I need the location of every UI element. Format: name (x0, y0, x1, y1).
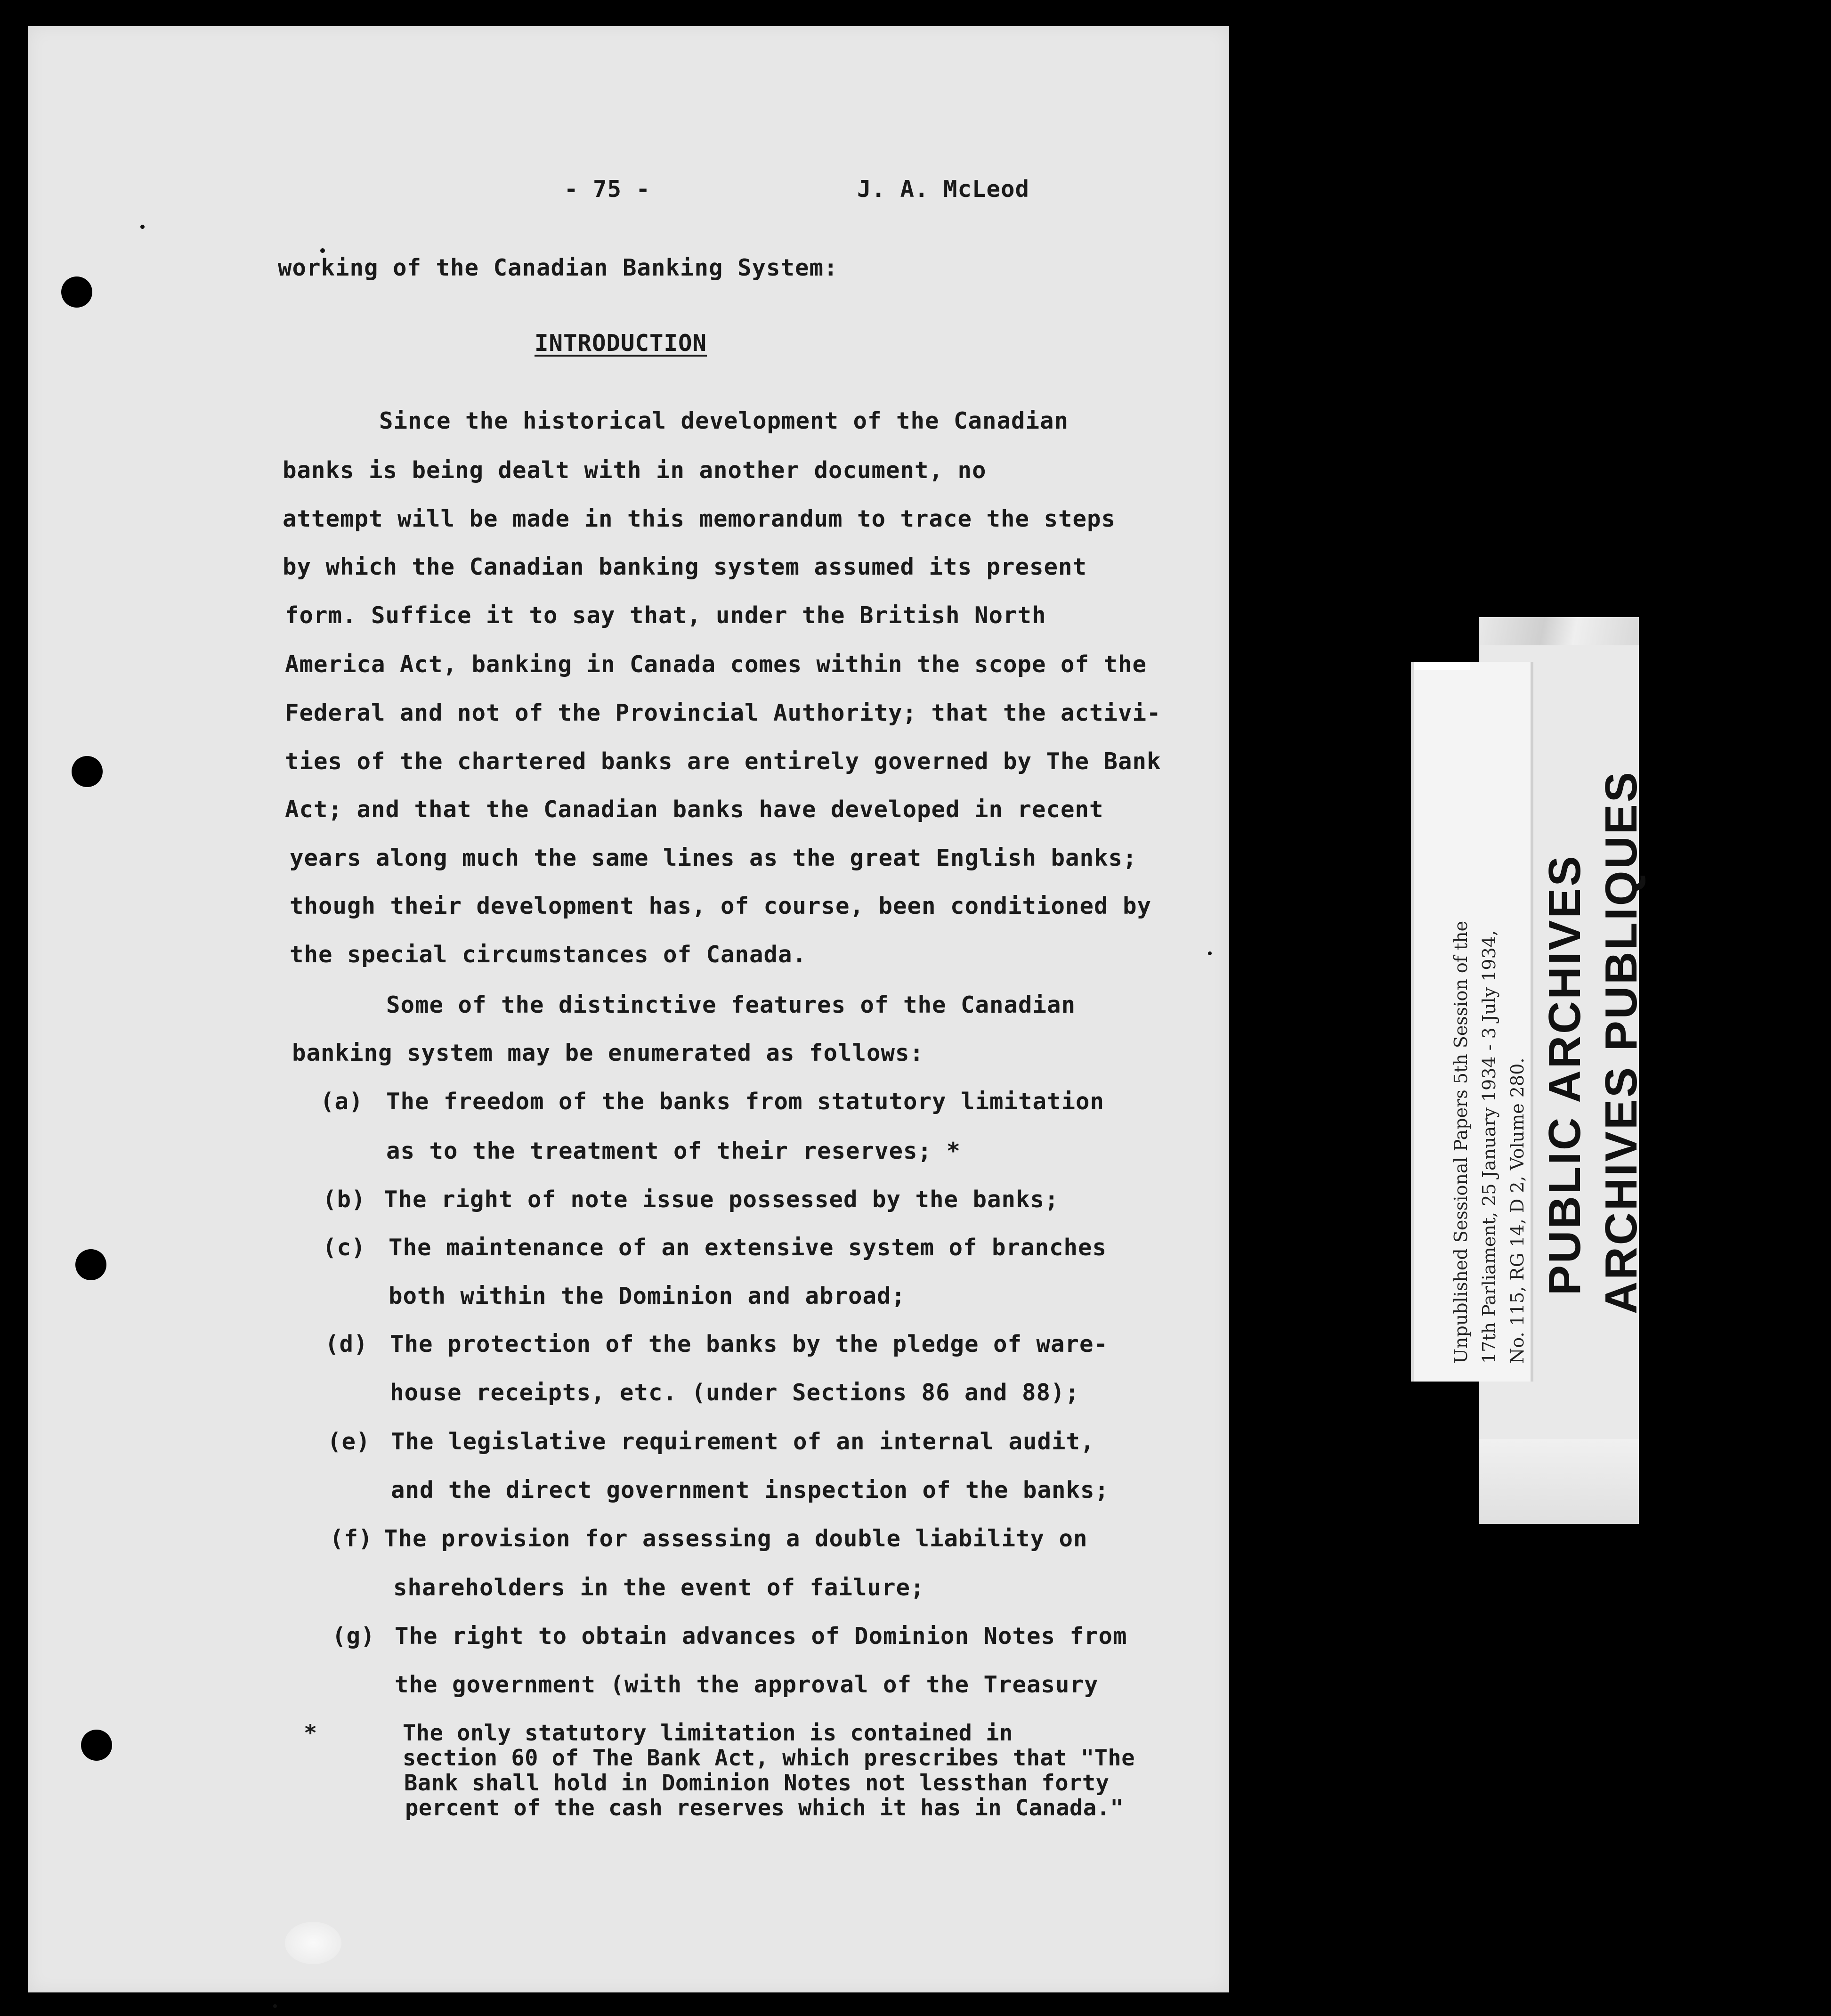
archive-citation-slip (1414, 662, 1533, 1382)
text-line: Act; and that the Canadian banks have developed in recent (285, 796, 1104, 823)
list-item-text: both within the Dominion and abroad; (389, 1283, 906, 1309)
punch-hole (61, 276, 92, 308)
text-line: Since the historical development of the Canadian (379, 407, 1069, 434)
text-line: the special circumstances of Canada. (290, 941, 807, 968)
text-line: Some of the distinctive features of the Canadian (386, 992, 1076, 1018)
list-marker: (g) (332, 1623, 375, 1650)
list-item-text: The right to obtain advances of Dominion Notes from (395, 1623, 1127, 1650)
text-line: banks is being dealt with in another document, no (283, 457, 987, 484)
document-page (28, 26, 1229, 1992)
stamp-public-archives: PUBLIC ARCHIVES (1539, 854, 1590, 1295)
footnote-line: The only statutory limitation is contained in (403, 1720, 1013, 1746)
list-marker: (f) (330, 1525, 373, 1552)
list-item-text: The maintenance of an extensive system of branches (389, 1234, 1107, 1261)
list-marker: (d) (325, 1331, 368, 1358)
list-marker: (a) (320, 1088, 364, 1115)
page-number: - 75 - (564, 176, 651, 203)
punch-hole (81, 1730, 112, 1761)
stamp-archives-publiques: ARCHIVES PUBLIQUES (1596, 770, 1646, 1314)
list-item-text: The provision for assessing a double liability on (384, 1525, 1088, 1552)
text-line: Federal and not of the Provincial Authority; that the activi- (285, 699, 1161, 726)
list-item-text: The protection of the banks by the pledge of ware- (390, 1331, 1109, 1358)
text-line: America Act, banking in Canada comes within the scope of the (285, 651, 1147, 678)
speck (273, 2004, 277, 2008)
footnote-line: percent of the cash reserves which it has in Canada." (405, 1795, 1124, 1821)
footnote-line: section 60 of The Bank Act, which prescribes that "The (403, 1745, 1135, 1771)
list-item-text: the government (with the approval of the Treasury (395, 1671, 1099, 1698)
list-marker: (e) (327, 1428, 371, 1455)
list-marker: (c) (323, 1234, 366, 1261)
torn-edge (1479, 617, 1639, 645)
author-name: J. A. McLeod (857, 176, 1030, 203)
card-bottom (1479, 1439, 1639, 1524)
section-heading: INTRODUCTION (535, 330, 707, 357)
text-line: ties of the chartered banks are entirely governed by The Bank (285, 748, 1161, 775)
slip-tab (1414, 662, 1470, 670)
list-item-text: The right of note issue possessed by the banks; (384, 1186, 1059, 1213)
list-item-text: and the direct government inspection of the banks; (391, 1477, 1110, 1504)
scan-glare (285, 1922, 341, 1964)
list-item-text: house receipts, etc. (under Sections 86 and 88); (390, 1379, 1080, 1406)
footnote-marker: * (304, 1720, 317, 1746)
list-item-text: The legislative requirement of an internal audit, (391, 1428, 1095, 1455)
citation-line: Unpublished Sessional Papers 5th Session of the (1450, 920, 1471, 1364)
footnote-line: Bank shall hold in Dominion Notes not lessthan forty (404, 1770, 1110, 1796)
text-line: though their development has, of course, been conditioned by (290, 893, 1152, 919)
text-line: by which the Canadian banking system assumed its present (283, 553, 1087, 580)
speck (1208, 951, 1212, 955)
lead-in-line: working of the Canadian Banking System: (278, 254, 838, 281)
text-line: years along much the same lines as the great English banks; (290, 845, 1137, 871)
text-line: banking system may be enumerated as follows: (292, 1040, 924, 1066)
punch-hole (75, 1249, 106, 1280)
text-line: attempt will be made in this memorandum to trace the steps (283, 505, 1116, 532)
list-item-text: shareholders in the event of failure; (393, 1574, 925, 1601)
speck (320, 248, 325, 253)
punch-hole (72, 756, 103, 787)
list-marker: (b) (323, 1186, 366, 1213)
text-line: form. Suffice it to say that, under the British North (285, 602, 1046, 629)
citation-line: No. 115, RG 14, D 2, Volume 280. (1507, 1057, 1528, 1364)
citation-line: 17th Parliament, 25 January 1934 - 3 July 1934, (1479, 930, 1499, 1364)
list-item-text: The freedom of the banks from statutory limitation (386, 1088, 1105, 1115)
speck (140, 225, 145, 229)
list-item-text: as to the treatment of their reserves; * (386, 1138, 961, 1164)
